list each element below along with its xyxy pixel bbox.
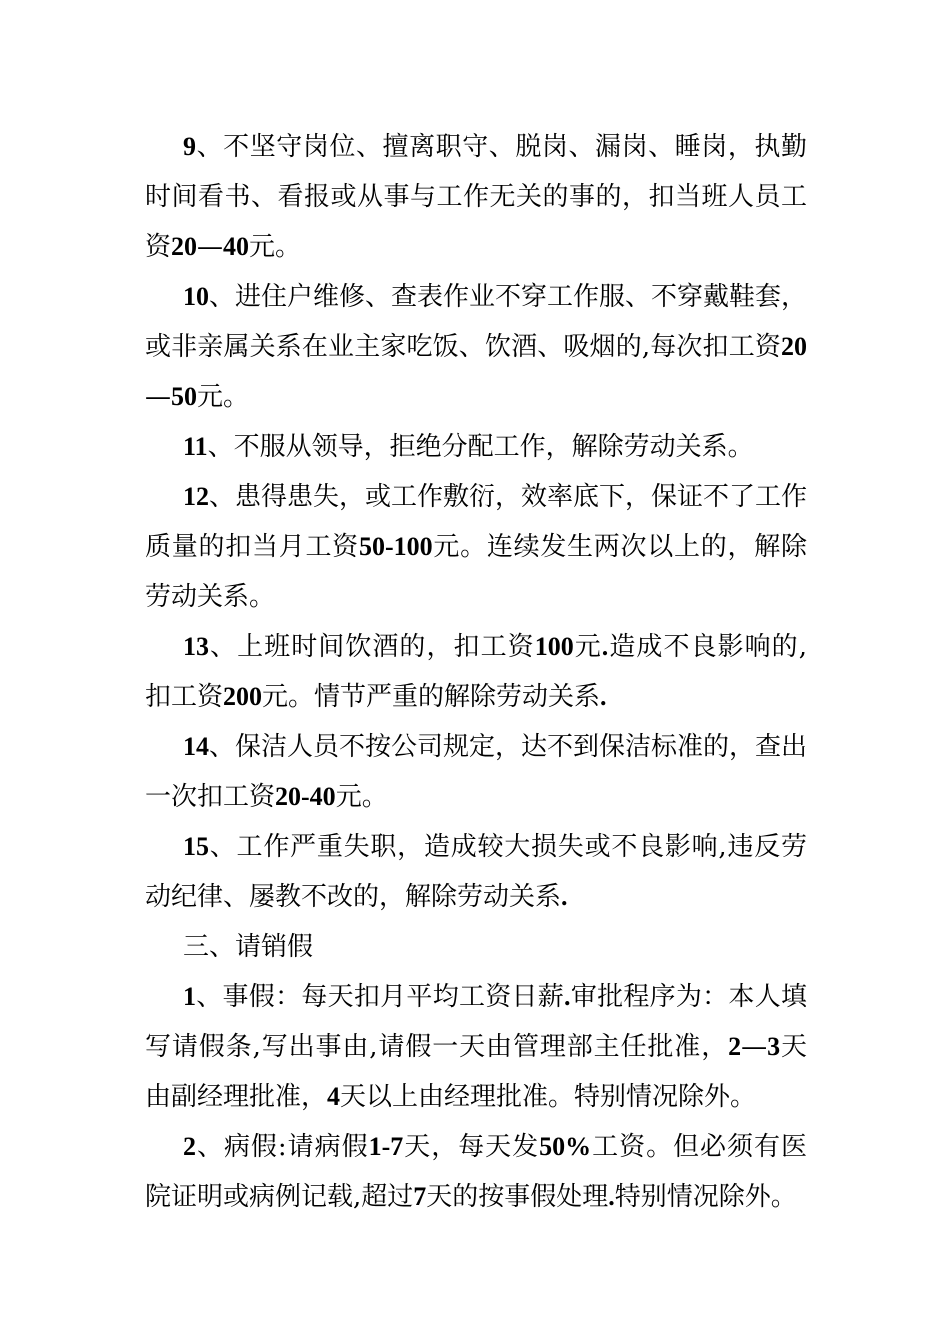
numeric-run: . [561, 882, 568, 911]
numeric-run: 20-40 [275, 782, 336, 811]
numeric-run: 40 [223, 232, 250, 261]
numeric-run: 4 [327, 1082, 341, 1111]
paragraph-rule-10: 10、进住户维修、查表作业不穿工作服、不穿戴鞋套，或非亲属关系在业主家吃饭、饮酒、吸烟的,每次扣工资20—50元。 [145, 282, 808, 412]
paragraph-rule-15: 15、工作严重失职，造成较大损失或不良影响,违反劳动纪律、屡教不改的，解除劳动关系. [145, 832, 807, 912]
numeric-run: 200 [223, 682, 263, 711]
numeric-run: 100 [534, 632, 574, 661]
numeric-run: 15 [183, 832, 209, 861]
numeric-run: . [564, 982, 571, 1011]
numeric-run: 10 [183, 282, 209, 311]
numeric-run: . [600, 682, 607, 711]
numeric-run: . [601, 632, 609, 661]
numeric-run: 13 [183, 632, 209, 661]
paragraph-personal-leave: 1、事假：每天扣月平均工资日薪.审批程序为：本人填写请假条,写出事由,请假一天由管理部主任批准，2—3天由副经理批准，4天以上由经理批准。特别情况除外。 [145, 982, 807, 1112]
numeric-run: 7 [413, 1182, 427, 1211]
paragraph-sick-leave: 2、病假:请病假1-7天，每天发50%工资。但必须有医院证明或病例记载,超过7天的按事假处理.特别情况除外。 [145, 1132, 807, 1212]
section-heading-leave: 三、请销假 [183, 932, 314, 962]
numeric-run: . [608, 1182, 615, 1211]
paragraph-rule-14: 14、保洁人员不按公司规定，达不到保洁标准的，查出一次扣工资20-40元。 [145, 732, 808, 812]
numeric-run: 9 [183, 132, 196, 161]
paragraph-rule-9: 9、不坚守岗位、擅离职守、脱岗、漏岗、睡岗，执勤时间看书、看报或从事与工作无关的事的，扣当班人员工资20—40元。 [145, 132, 807, 262]
numeric-run: 12 [183, 482, 209, 511]
numeric-run: 1 [183, 982, 196, 1011]
numeric-run: 50% [539, 1132, 592, 1161]
numeric-run: 2 [728, 1032, 742, 1061]
numeric-run: 2 [183, 1132, 196, 1161]
document-page [145, 122, 807, 1222]
numeric-run: 14 [183, 732, 209, 761]
paragraph-rule-11: 11、不服从领导，拒绝分配工作，解除劳动关系。 [183, 432, 754, 462]
numeric-run: 50-100 [358, 532, 433, 561]
numeric-run: 11 [183, 432, 208, 461]
numeric-run: 20 [171, 232, 198, 261]
numeric-run: 3 [767, 1032, 781, 1061]
paragraph-rule-13: 13、上班时间饮酒的，扣工资100元.造成不良影响的,扣工资200元。情节严重的解除劳动关系. [145, 632, 807, 712]
numeric-run: 50 [171, 382, 197, 411]
numeric-run: 20 [781, 332, 807, 361]
paragraph-rule-12: 12、患得患失，或工作敷衍，效率底下，保证不了工作质量的扣当月工资50-100元。连续发生两次以上的，解除劳动关系。 [145, 482, 808, 612]
numeric-run: 1-7 [368, 1132, 404, 1161]
